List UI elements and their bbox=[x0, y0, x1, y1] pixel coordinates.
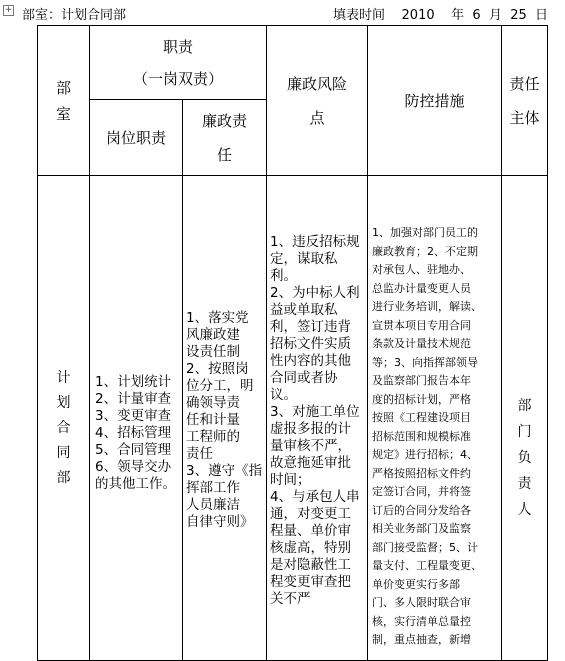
cell-post-duties: 1、计划统计 2、计量审查 3、变更审查 4、招标管理 5、合同管理 6、领导交办 的其他工作。 bbox=[90, 176, 183, 661]
cell-integrity-duties: 1、落实党 风廉政建 设责任制 2、按照岗 位分工，明 确领导责 任和计量 工程师的 责任 3、遵守《指 挥部工作 人员廉洁 自律守则》 bbox=[183, 176, 267, 661]
header-duty-group: 职责 （一岗双责） bbox=[90, 26, 267, 100]
cell-control-measures: 1、加强对部门员工的 廉政教育；2、不定期 对承包人、驻地办、 总监办计量变更人员 进行业务培训，解读、 宣贯本项目专用合同 条款及计量技术规范 等；3、向指挥部领导 及监察部门报告本年 度的招标计划，严格 按照《工程建设项目 招标范围和规模标准 规定》进行招标；4、 严格按照招标文件约 定签订合同，并将签 订后的合同分发给各 相关业务部门及监察 部门接受监督；5、计 量支付、工程量变更、 单价变更实行多部 门、多人限时联合审 核，实行清单总量控 制，重点抽查，新增 bbox=[368, 176, 502, 661]
cell-integrity-risks: 1、违反招标规 定，谋取私利。 2、为中标人利 益或单取私 利，签订违背 招标文件实质 性内容的其他 合同或者协 议。 3、对施工单位 虚报多报的计 量审核不严， 故意拖延审批 时间； 4、与承包人串 通，对变更工 程量、单价审 核虚高，特别 是对隐蔽性工 程变更审查把 关不严 bbox=[267, 176, 368, 661]
header-risk: 廉政风险 点 bbox=[267, 26, 368, 176]
header-measures: 防控措施 bbox=[368, 26, 502, 176]
header-subject: 责任 主体 bbox=[502, 26, 548, 176]
cell-responsible-subject: 部 门 负 责 人 bbox=[502, 176, 548, 661]
fill-date-label: 填表时间 2010 年 6 月 25 日 bbox=[333, 8, 549, 23]
header-dept: 部 室 bbox=[38, 26, 90, 176]
department-label: 部室：计划合同部 bbox=[22, 8, 127, 23]
header-post-duty: 岗位职责 bbox=[90, 100, 183, 176]
header-integrity-duty: 廉政责 任 bbox=[183, 100, 267, 176]
move-anchor-icon[interactable]: + bbox=[4, 5, 13, 15]
cell-dept-name: 计 划 合 同 部 bbox=[38, 176, 90, 661]
responsibility-table bbox=[37, 25, 548, 661]
